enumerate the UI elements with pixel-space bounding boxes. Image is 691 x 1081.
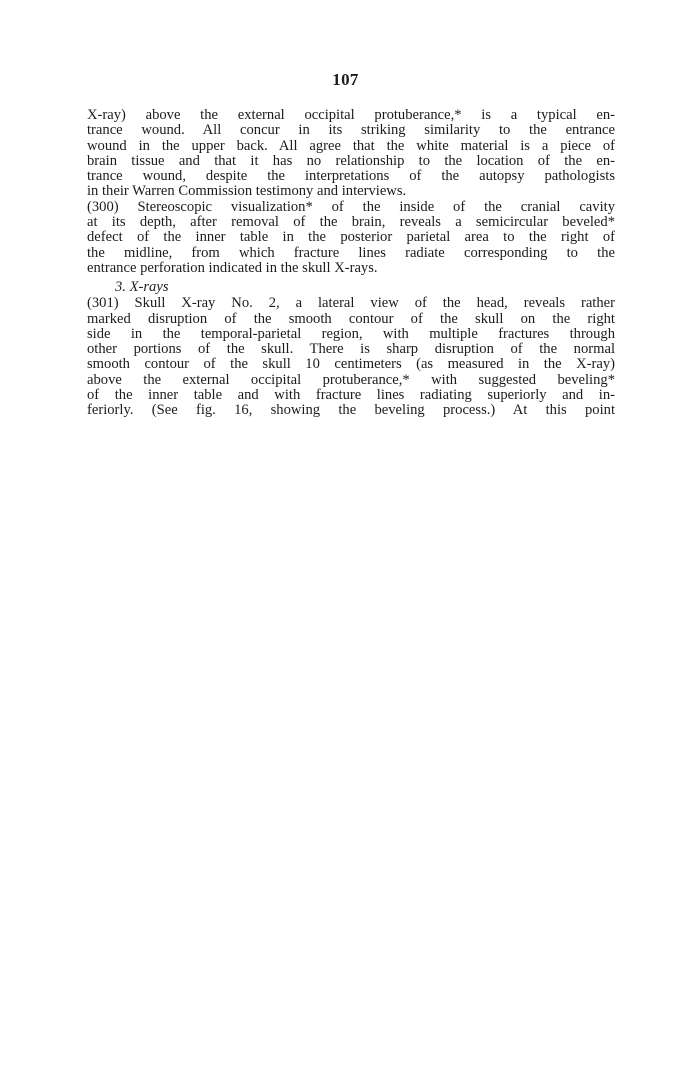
text-line: wound in the upper back. All agree that the white material is a piece of: [87, 137, 615, 154]
text-line: trance wound, despite the interpretations of the autopsy pathologists: [87, 168, 615, 185]
paragraph-300-line: (300) Stereoscopic visualization* of the inside of the cranial cavity: [87, 198, 615, 215]
section-heading: 3. X-rays: [115, 279, 169, 296]
text-line: marked disruption of the smooth contour of the skull on the right: [87, 310, 615, 327]
text-line: trance wound. All concur in its striking similarity to the entrance: [87, 122, 615, 139]
text-line: defect of the inner table in the posterior parietal area to the right of: [87, 229, 615, 246]
text-line: above the external occipital protuberance,* with suggested beveling*: [87, 371, 615, 388]
text-line: other portions of the skull. There is sharp disruption of the normal: [87, 341, 615, 358]
body-text: [87, 108, 615, 419]
text-line: X-ray) above the external occipital protuberance,* is a typical en-: [87, 107, 615, 123]
text-line: feriorly. (See fig. 16, showing the beveling process.) At this point: [87, 402, 615, 419]
text-line: at its depth, after removal of the brain, reveals a semicircular beveled*: [87, 214, 615, 231]
text-line: in their Warren Commission testimony and interviews.: [87, 183, 407, 200]
text-line: brain tissue and that it has no relationship to the location of the en-: [87, 152, 615, 169]
text-line: side in the temporal-parietal region, with multiple fractures through: [87, 325, 615, 342]
paragraph-301-line: (301) Skull X-ray No. 2, a lateral view of the head, reveals rather: [87, 295, 615, 312]
text-line: entrance perforation indicated in the skull X-rays.: [87, 259, 378, 276]
text-line: smooth contour of the skull 10 centimeters (as measured in the X-ray): [87, 356, 615, 373]
text-line: of the inner table and with fracture lines radiating superiorly and in-: [87, 387, 615, 404]
page-number: 107: [332, 70, 359, 89]
text-line: the midline, from which fracture lines radiate corresponding to the: [87, 244, 615, 261]
